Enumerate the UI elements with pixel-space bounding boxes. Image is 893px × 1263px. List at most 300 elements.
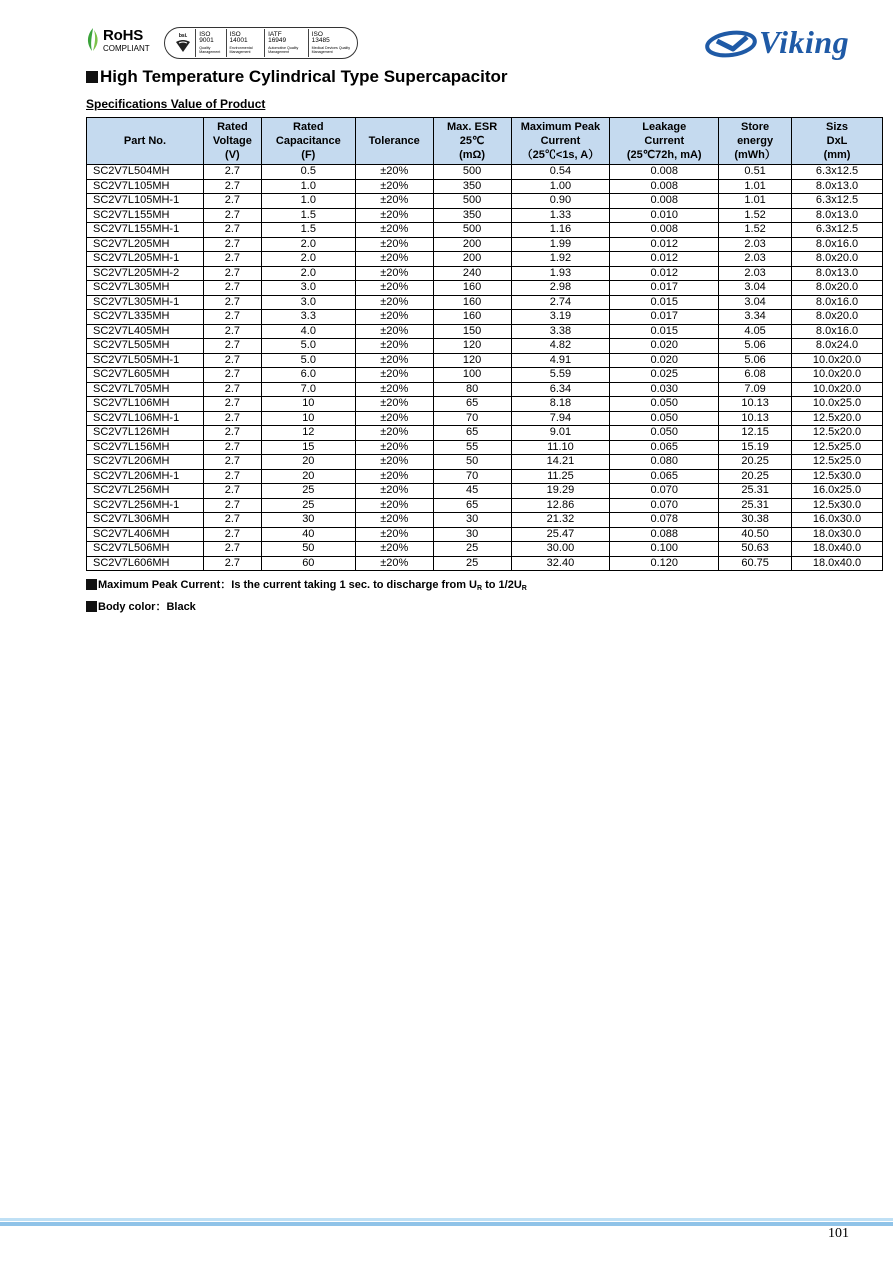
table-cell: 2.7	[203, 165, 261, 180]
table-cell: 1.93	[511, 266, 610, 281]
table-cell: 2.03	[719, 237, 792, 252]
table-cell: 10.0x20.0	[792, 368, 883, 383]
column-header-line: energy	[737, 135, 774, 147]
table-cell: 6.0	[261, 368, 355, 383]
table-cell: 40.50	[719, 527, 792, 542]
table-cell: 500	[433, 194, 511, 209]
table-cell: 1.0	[261, 194, 355, 209]
table-cell: 240	[433, 266, 511, 281]
table-cell: 1.92	[511, 252, 610, 267]
table-cell: 45	[433, 484, 511, 499]
table-cell: 8.0x20.0	[792, 310, 883, 325]
spec-table	[86, 117, 883, 571]
table-cell: 1.01	[719, 179, 792, 194]
square-bullet-icon	[86, 71, 98, 83]
table-cell: 25.31	[719, 498, 792, 513]
table-body	[87, 165, 883, 571]
table-row	[87, 223, 883, 238]
table-row	[87, 179, 883, 194]
table-cell: 10.0x20.0	[792, 382, 883, 397]
part-number-cell: SC2V7L405MH	[87, 324, 204, 339]
table-row	[87, 310, 883, 325]
cert-iso-9001: ISO 9001 Quality Management	[195, 29, 225, 57]
column-header-line: 25℃	[459, 135, 485, 147]
cert-iso-13485: ISO 13485 Medical Devices Quality Management	[308, 29, 357, 57]
table-row	[87, 353, 883, 368]
table-cell: 7.09	[719, 382, 792, 397]
viking-logo	[703, 24, 849, 61]
part-number-cell: SC2V7L505MH	[87, 339, 204, 354]
table-cell: 3.0	[261, 295, 355, 310]
table-cell: 12.5x20.0	[792, 426, 883, 441]
table-cell: 2.7	[203, 266, 261, 281]
table-cell: 350	[433, 179, 511, 194]
table-cell: 2.7	[203, 208, 261, 223]
table-cell: 2.7	[203, 310, 261, 325]
table-cell: 7.0	[261, 382, 355, 397]
part-number-cell: SC2V7L205MH	[87, 237, 204, 252]
table-row	[87, 382, 883, 397]
table-row	[87, 295, 883, 310]
table-cell: 30	[433, 513, 511, 528]
table-row	[87, 281, 883, 296]
table-cell: ±20%	[355, 208, 433, 223]
table-cell: 2.7	[203, 324, 261, 339]
footer-rule-light	[0, 1218, 893, 1221]
table-cell: 32.40	[511, 556, 610, 571]
table-cell: 0.020	[610, 339, 719, 354]
table-cell: 70	[433, 411, 511, 426]
table-cell: 20	[261, 469, 355, 484]
table-cell: 0.010	[610, 208, 719, 223]
table-cell: ±20%	[355, 469, 433, 484]
table-cell: 200	[433, 237, 511, 252]
table-cell: 21.32	[511, 513, 610, 528]
table-cell: 8.0x24.0	[792, 339, 883, 354]
table-cell: 11.25	[511, 469, 610, 484]
table-cell: 4.05	[719, 324, 792, 339]
table-row	[87, 208, 883, 223]
table-cell: 65	[433, 498, 511, 513]
part-number-cell: SC2V7L205MH-2	[87, 266, 204, 281]
column-header-line: Tolerance	[368, 135, 420, 147]
table-cell: 14.21	[511, 455, 610, 470]
table-cell: 25.31	[719, 484, 792, 499]
cert-iatf-16949: IATF 16949 Automotive Quality Management	[264, 29, 308, 57]
table-row	[87, 426, 883, 441]
table-cell: 1.5	[261, 208, 355, 223]
table-cell: 2.7	[203, 237, 261, 252]
table-row	[87, 237, 883, 252]
table-cell: ±20%	[355, 556, 433, 571]
table-cell: 0.078	[610, 513, 719, 528]
table-cell: 4.91	[511, 353, 610, 368]
table-cell: ±20%	[355, 368, 433, 383]
brand-name: Viking	[759, 24, 850, 60]
table-cell: 16.0x30.0	[792, 513, 883, 528]
table-cell: 25	[433, 542, 511, 557]
part-number-cell: SC2V7L504MH	[87, 165, 204, 180]
table-cell: ±20%	[355, 397, 433, 412]
column-header-line: Rated	[217, 121, 248, 133]
part-number-cell: SC2V7L305MH	[87, 281, 204, 296]
table-cell: 8.0x13.0	[792, 208, 883, 223]
table-cell: ±20%	[355, 426, 433, 441]
table-cell: 2.7	[203, 339, 261, 354]
part-number-cell: SC2V7L206MH-1	[87, 469, 204, 484]
table-cell: 0.065	[610, 469, 719, 484]
table-cell: 20.25	[719, 469, 792, 484]
table-cell: 2.03	[719, 252, 792, 267]
table-cell: 25	[261, 484, 355, 499]
table-cell: 160	[433, 310, 511, 325]
table-cell: 0.015	[610, 324, 719, 339]
table-cell: 2.7	[203, 556, 261, 571]
table-cell: 50	[261, 542, 355, 557]
rohs-compliant-label: COMPLIANT	[103, 43, 150, 53]
table-row	[87, 527, 883, 542]
column-header	[792, 118, 883, 165]
part-number-cell: SC2V7L406MH	[87, 527, 204, 542]
column-header	[87, 118, 204, 165]
table-cell: 2.7	[203, 368, 261, 383]
part-number-cell: SC2V7L256MH-1	[87, 498, 204, 513]
table-cell: 1.5	[261, 223, 355, 238]
table-cell: 8.0x16.0	[792, 237, 883, 252]
table-cell: ±20%	[355, 339, 433, 354]
table-cell: ±20%	[355, 411, 433, 426]
table-cell: 150	[433, 324, 511, 339]
table-cell: 12.5x25.0	[792, 455, 883, 470]
part-number-cell: SC2V7L155MH	[87, 208, 204, 223]
table-cell: 40	[261, 527, 355, 542]
table-cell: 160	[433, 295, 511, 310]
table-cell: 0.050	[610, 426, 719, 441]
table-cell: 70	[433, 469, 511, 484]
column-header-line: Voltage	[212, 135, 252, 147]
table-row	[87, 556, 883, 571]
table-cell: 2.7	[203, 223, 261, 238]
table-cell: 0.025	[610, 368, 719, 383]
table-cell: 20.25	[719, 455, 792, 470]
table-cell: 0.070	[610, 498, 719, 513]
column-header-line: Rated	[293, 121, 324, 133]
table-cell: 12.5x30.0	[792, 498, 883, 513]
table-cell: ±20%	[355, 382, 433, 397]
note-peak-current-text: Maximum Peak Current：Is the current taking 1 sec. to discharge from $U_R$ to $1/2U_R$	[98, 579, 527, 592]
table-cell: 8.0x20.0	[792, 252, 883, 267]
column-header-line: Current	[540, 135, 581, 147]
column-header-line: Maximum Peak	[520, 121, 601, 133]
table-cell: ±20%	[355, 440, 433, 455]
table-cell: 0.90	[511, 194, 610, 209]
table-cell: 3.04	[719, 281, 792, 296]
table-cell: 160	[433, 281, 511, 296]
table-row	[87, 498, 883, 513]
table-cell: 3.0	[261, 281, 355, 296]
footer-rule	[0, 1222, 893, 1226]
table-cell: 8.0x13.0	[792, 266, 883, 281]
table-cell: 18.0x30.0	[792, 527, 883, 542]
table-row	[87, 455, 883, 470]
table-cell: 6.08	[719, 368, 792, 383]
table-cell: 0.008	[610, 194, 719, 209]
table-cell: 55	[433, 440, 511, 455]
part-number-cell: SC2V7L305MH-1	[87, 295, 204, 310]
table-cell: 12.15	[719, 426, 792, 441]
table-cell: 350	[433, 208, 511, 223]
column-header	[511, 118, 610, 165]
table-row	[87, 194, 883, 209]
table-row	[87, 542, 883, 557]
part-number-cell: SC2V7L605MH	[87, 368, 204, 383]
table-cell: ±20%	[355, 455, 433, 470]
column-header	[433, 118, 511, 165]
column-header-line: (mm)	[823, 149, 851, 161]
viking-eye-icon	[703, 25, 763, 61]
table-cell: 10.0x20.0	[792, 353, 883, 368]
table-cell: 15	[261, 440, 355, 455]
part-number-cell: SC2V7L606MH	[87, 556, 204, 571]
table-cell: 5.06	[719, 353, 792, 368]
table-cell: 120	[433, 339, 511, 354]
table-cell: 200	[433, 252, 511, 267]
table-cell: 65	[433, 397, 511, 412]
table-cell: 3.04	[719, 295, 792, 310]
table-cell: 50	[433, 455, 511, 470]
part-number-cell: SC2V7L105MH-1	[87, 194, 204, 209]
table-cell: 11.10	[511, 440, 610, 455]
table-cell: 20	[261, 455, 355, 470]
table-cell: 2.7	[203, 382, 261, 397]
bsi-logo	[171, 29, 195, 57]
table-header-row	[87, 118, 883, 165]
table-cell: 2.7	[203, 455, 261, 470]
table-cell: 120	[433, 353, 511, 368]
table-cell: 2.0	[261, 252, 355, 267]
table-cell: ±20%	[355, 324, 433, 339]
table-cell: 30	[433, 527, 511, 542]
table-cell: 0.008	[610, 165, 719, 180]
column-header-line: (mWh）	[734, 149, 776, 161]
table-cell: 12.5x25.0	[792, 440, 883, 455]
table-cell: 30.38	[719, 513, 792, 528]
page-title	[86, 67, 507, 87]
table-cell: 8.0x13.0	[792, 179, 883, 194]
table-cell: ±20%	[355, 310, 433, 325]
table-row	[87, 513, 883, 528]
table-cell: 1.0	[261, 179, 355, 194]
table-cell: ±20%	[355, 281, 433, 296]
part-number-cell: SC2V7L705MH	[87, 382, 204, 397]
column-header-line: Capacitance	[275, 135, 341, 147]
table-cell: 2.7	[203, 527, 261, 542]
table-cell: 100	[433, 368, 511, 383]
part-number-cell: SC2V7L256MH	[87, 484, 204, 499]
table-cell: 0.065	[610, 440, 719, 455]
column-header	[355, 118, 433, 165]
table-cell: 30	[261, 513, 355, 528]
table-cell: 0.088	[610, 527, 719, 542]
table-cell: 5.59	[511, 368, 610, 383]
certification-badges	[164, 27, 358, 59]
part-number-cell: SC2V7L506MH	[87, 542, 204, 557]
table-cell: 8.0x20.0	[792, 281, 883, 296]
table-cell: 30.00	[511, 542, 610, 557]
part-number-cell: SC2V7L155MH-1	[87, 223, 204, 238]
section-subtitle: Specifications Value of Product	[86, 97, 266, 111]
column-header-line: DxL	[826, 135, 848, 147]
table-cell: 18.0x40.0	[792, 556, 883, 571]
part-number-cell: SC2V7L106MH-1	[87, 411, 204, 426]
table-cell: 2.7	[203, 397, 261, 412]
table-cell: 0.012	[610, 252, 719, 267]
table-row	[87, 411, 883, 426]
leaf-icon	[86, 27, 100, 53]
table-cell: 1.52	[719, 223, 792, 238]
table-cell: 3.19	[511, 310, 610, 325]
table-cell: ±20%	[355, 513, 433, 528]
column-header-line: (F)	[301, 149, 316, 161]
table-cell: 5.06	[719, 339, 792, 354]
table-cell: ±20%	[355, 237, 433, 252]
table-cell: 0.008	[610, 223, 719, 238]
table-row	[87, 266, 883, 281]
table-cell: 0.51	[719, 165, 792, 180]
table-cell: ±20%	[355, 194, 433, 209]
table-cell: 0.020	[610, 353, 719, 368]
table-cell: 12	[261, 426, 355, 441]
column-header-line: Sizs	[826, 121, 849, 133]
note-body-color-text: Body color：Black	[98, 601, 196, 613]
table-row	[87, 440, 883, 455]
table-cell: 9.01	[511, 426, 610, 441]
column-header	[203, 118, 261, 165]
table-cell: 4.82	[511, 339, 610, 354]
table-cell: 0.5	[261, 165, 355, 180]
part-number-cell: SC2V7L505MH-1	[87, 353, 204, 368]
table-cell: ±20%	[355, 165, 433, 180]
table-cell: 0.120	[610, 556, 719, 571]
table-cell: 0.100	[610, 542, 719, 557]
table-row	[87, 368, 883, 383]
table-cell: ±20%	[355, 252, 433, 267]
part-number-cell: SC2V7L206MH	[87, 455, 204, 470]
table-cell: 6.3x12.5	[792, 165, 883, 180]
column-header	[261, 118, 355, 165]
table-cell: 12.86	[511, 498, 610, 513]
table-cell: 12.5x30.0	[792, 469, 883, 484]
table-cell: 12.5x20.0	[792, 411, 883, 426]
table-cell: 2.7	[203, 252, 261, 267]
table-cell: 0.050	[610, 397, 719, 412]
page-title-text: High Temperature Cylindrical Type Supercapacitor	[100, 67, 508, 86]
part-number-cell: SC2V7L126MH	[87, 426, 204, 441]
table-cell: 60	[261, 556, 355, 571]
table-cell: 10.13	[719, 397, 792, 412]
table-cell: 3.38	[511, 324, 610, 339]
table-row	[87, 469, 883, 484]
bsi-label: bsi.	[178, 32, 188, 39]
table-cell: 16.0x25.0	[792, 484, 883, 499]
table-cell: 2.7	[203, 440, 261, 455]
table-cell: 2.03	[719, 266, 792, 281]
rohs-badge	[86, 27, 150, 53]
table-cell: 0.015	[610, 295, 719, 310]
table-cell: 10.0x25.0	[792, 397, 883, 412]
table-cell: ±20%	[355, 542, 433, 557]
table-cell: 2.7	[203, 513, 261, 528]
table-cell: 18.0x40.0	[792, 542, 883, 557]
table-cell: ±20%	[355, 266, 433, 281]
table-cell: 5.0	[261, 339, 355, 354]
table-cell: 2.7	[203, 179, 261, 194]
table-cell: 3.3	[261, 310, 355, 325]
column-header-line: Max. ESR	[447, 121, 498, 133]
table-cell: 6.3x12.5	[792, 223, 883, 238]
table-cell: 2.7	[203, 542, 261, 557]
table-cell: 0.008	[610, 179, 719, 194]
table-cell: 0.012	[610, 266, 719, 281]
table-cell: 2.7	[203, 411, 261, 426]
table-cell: 50.63	[719, 542, 792, 557]
column-header-line: Store	[741, 121, 770, 133]
table-cell: 0.080	[610, 455, 719, 470]
table-cell: ±20%	[355, 295, 433, 310]
table-cell: 10	[261, 397, 355, 412]
table-cell: 25.47	[511, 527, 610, 542]
table-cell: 0.017	[610, 310, 719, 325]
part-number-cell: SC2V7L106MH	[87, 397, 204, 412]
table-cell: 65	[433, 426, 511, 441]
part-number-cell: SC2V7L306MH	[87, 513, 204, 528]
part-number-cell: SC2V7L335MH	[87, 310, 204, 325]
column-header	[719, 118, 792, 165]
square-bullet-icon	[86, 601, 97, 612]
bsi-kitemark-icon	[175, 39, 191, 53]
table-row	[87, 165, 883, 180]
table-cell: 1.00	[511, 179, 610, 194]
table-row	[87, 252, 883, 267]
table-cell: 0.54	[511, 165, 610, 180]
part-number-cell: SC2V7L105MH	[87, 179, 204, 194]
table-cell: 8.0x16.0	[792, 324, 883, 339]
table-cell: 7.94	[511, 411, 610, 426]
table-cell: 3.34	[719, 310, 792, 325]
table-cell: 25	[261, 498, 355, 513]
rohs-label: RoHS	[103, 26, 144, 44]
table-cell: 500	[433, 165, 511, 180]
table-cell: 8.0x16.0	[792, 295, 883, 310]
table-cell: 2.7	[203, 469, 261, 484]
table-cell: 5.0	[261, 353, 355, 368]
table-cell: 60.75	[719, 556, 792, 571]
column-header-line: (25℃72h, mA)	[626, 149, 702, 161]
table-cell: ±20%	[355, 484, 433, 499]
table-cell: 2.7	[203, 498, 261, 513]
table-cell: 1.52	[719, 208, 792, 223]
square-bullet-icon	[86, 579, 97, 590]
table-cell: 80	[433, 382, 511, 397]
table-cell: ±20%	[355, 223, 433, 238]
table-cell: 2.7	[203, 353, 261, 368]
table-cell: 6.34	[511, 382, 610, 397]
part-number-cell: SC2V7L156MH	[87, 440, 204, 455]
table-cell: ±20%	[355, 527, 433, 542]
table-cell: 0.012	[610, 237, 719, 252]
table-cell: 1.16	[511, 223, 610, 238]
table-cell: ±20%	[355, 353, 433, 368]
